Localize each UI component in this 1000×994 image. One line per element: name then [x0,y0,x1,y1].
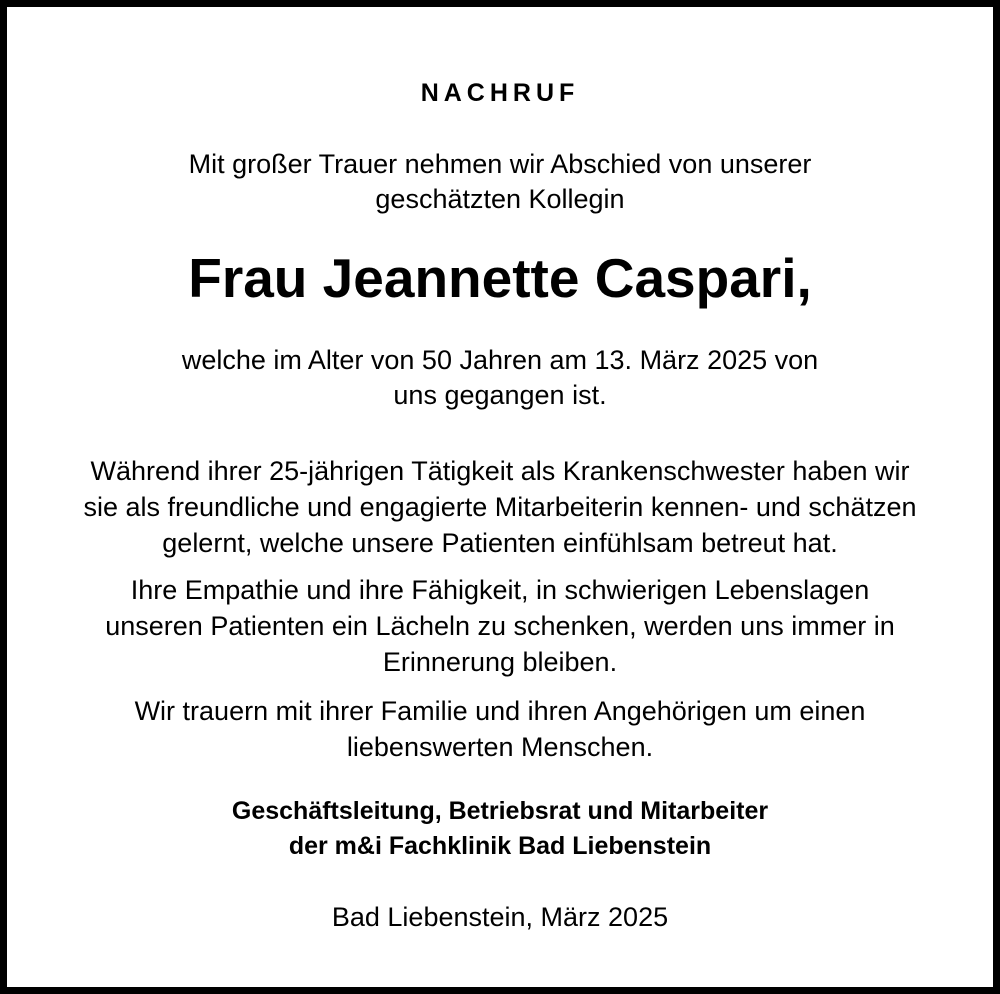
tribute-paragraph-2 [7,572,993,680]
intro-line-2: geschätzten Kollegin [375,184,625,214]
paragraph-1-line-2: sie als freundliche und engagierte Mitarbeiterin kennen- und schätzen [83,492,917,522]
signature-line-2: der m&i Fachklinik Bad Liebenstein [288,832,712,860]
paragraph-3-line-2: liebenswerten Menschen. [346,732,654,762]
intro-line-1: Mit großer Trauer nehmen wir Abschied von unserer [188,149,812,179]
paragraph-2-line-1: Ihre Empathie und ihre Fähigkeit, in schwierigen Lebenslagen [130,575,870,605]
tribute-paragraph-1 [7,453,993,561]
tribute-paragraph-3 [7,693,993,765]
paragraph-2-line-3: Erinnerung bleiben. [382,647,618,677]
age-line-1: welche im Alter von 50 Jahren am 13. März 2025 von [181,345,819,375]
paragraph-2-line-2: unseren Patienten ein Lächeln zu schenken, werden uns immer in [105,611,895,641]
place-date: Bad Liebenstein, März 2025 [331,902,669,932]
age-line-2: uns gegangen ist. [393,380,607,410]
signature-line-1: Geschäftsleitung, Betriebsrat und Mitarbeiter [231,797,769,825]
signature-block [7,794,993,864]
age-statement [7,343,993,413]
intro-text [7,147,993,217]
paragraph-1-line-1: Während ihrer 25-jährigen Tätigkeit als Krankenschwester haben wir [90,456,910,486]
paragraph-1-line-3: gelernt, welche unsere Patienten einfühlsam betreut hat. [162,528,838,558]
notice-heading: NACHRUF [420,79,580,107]
paragraph-3-line-1: Wir trauern mit ihrer Familie und ihren Angehörigen um einen [134,696,866,726]
deceased-name: Frau Jeannette Caspari, [188,247,812,309]
